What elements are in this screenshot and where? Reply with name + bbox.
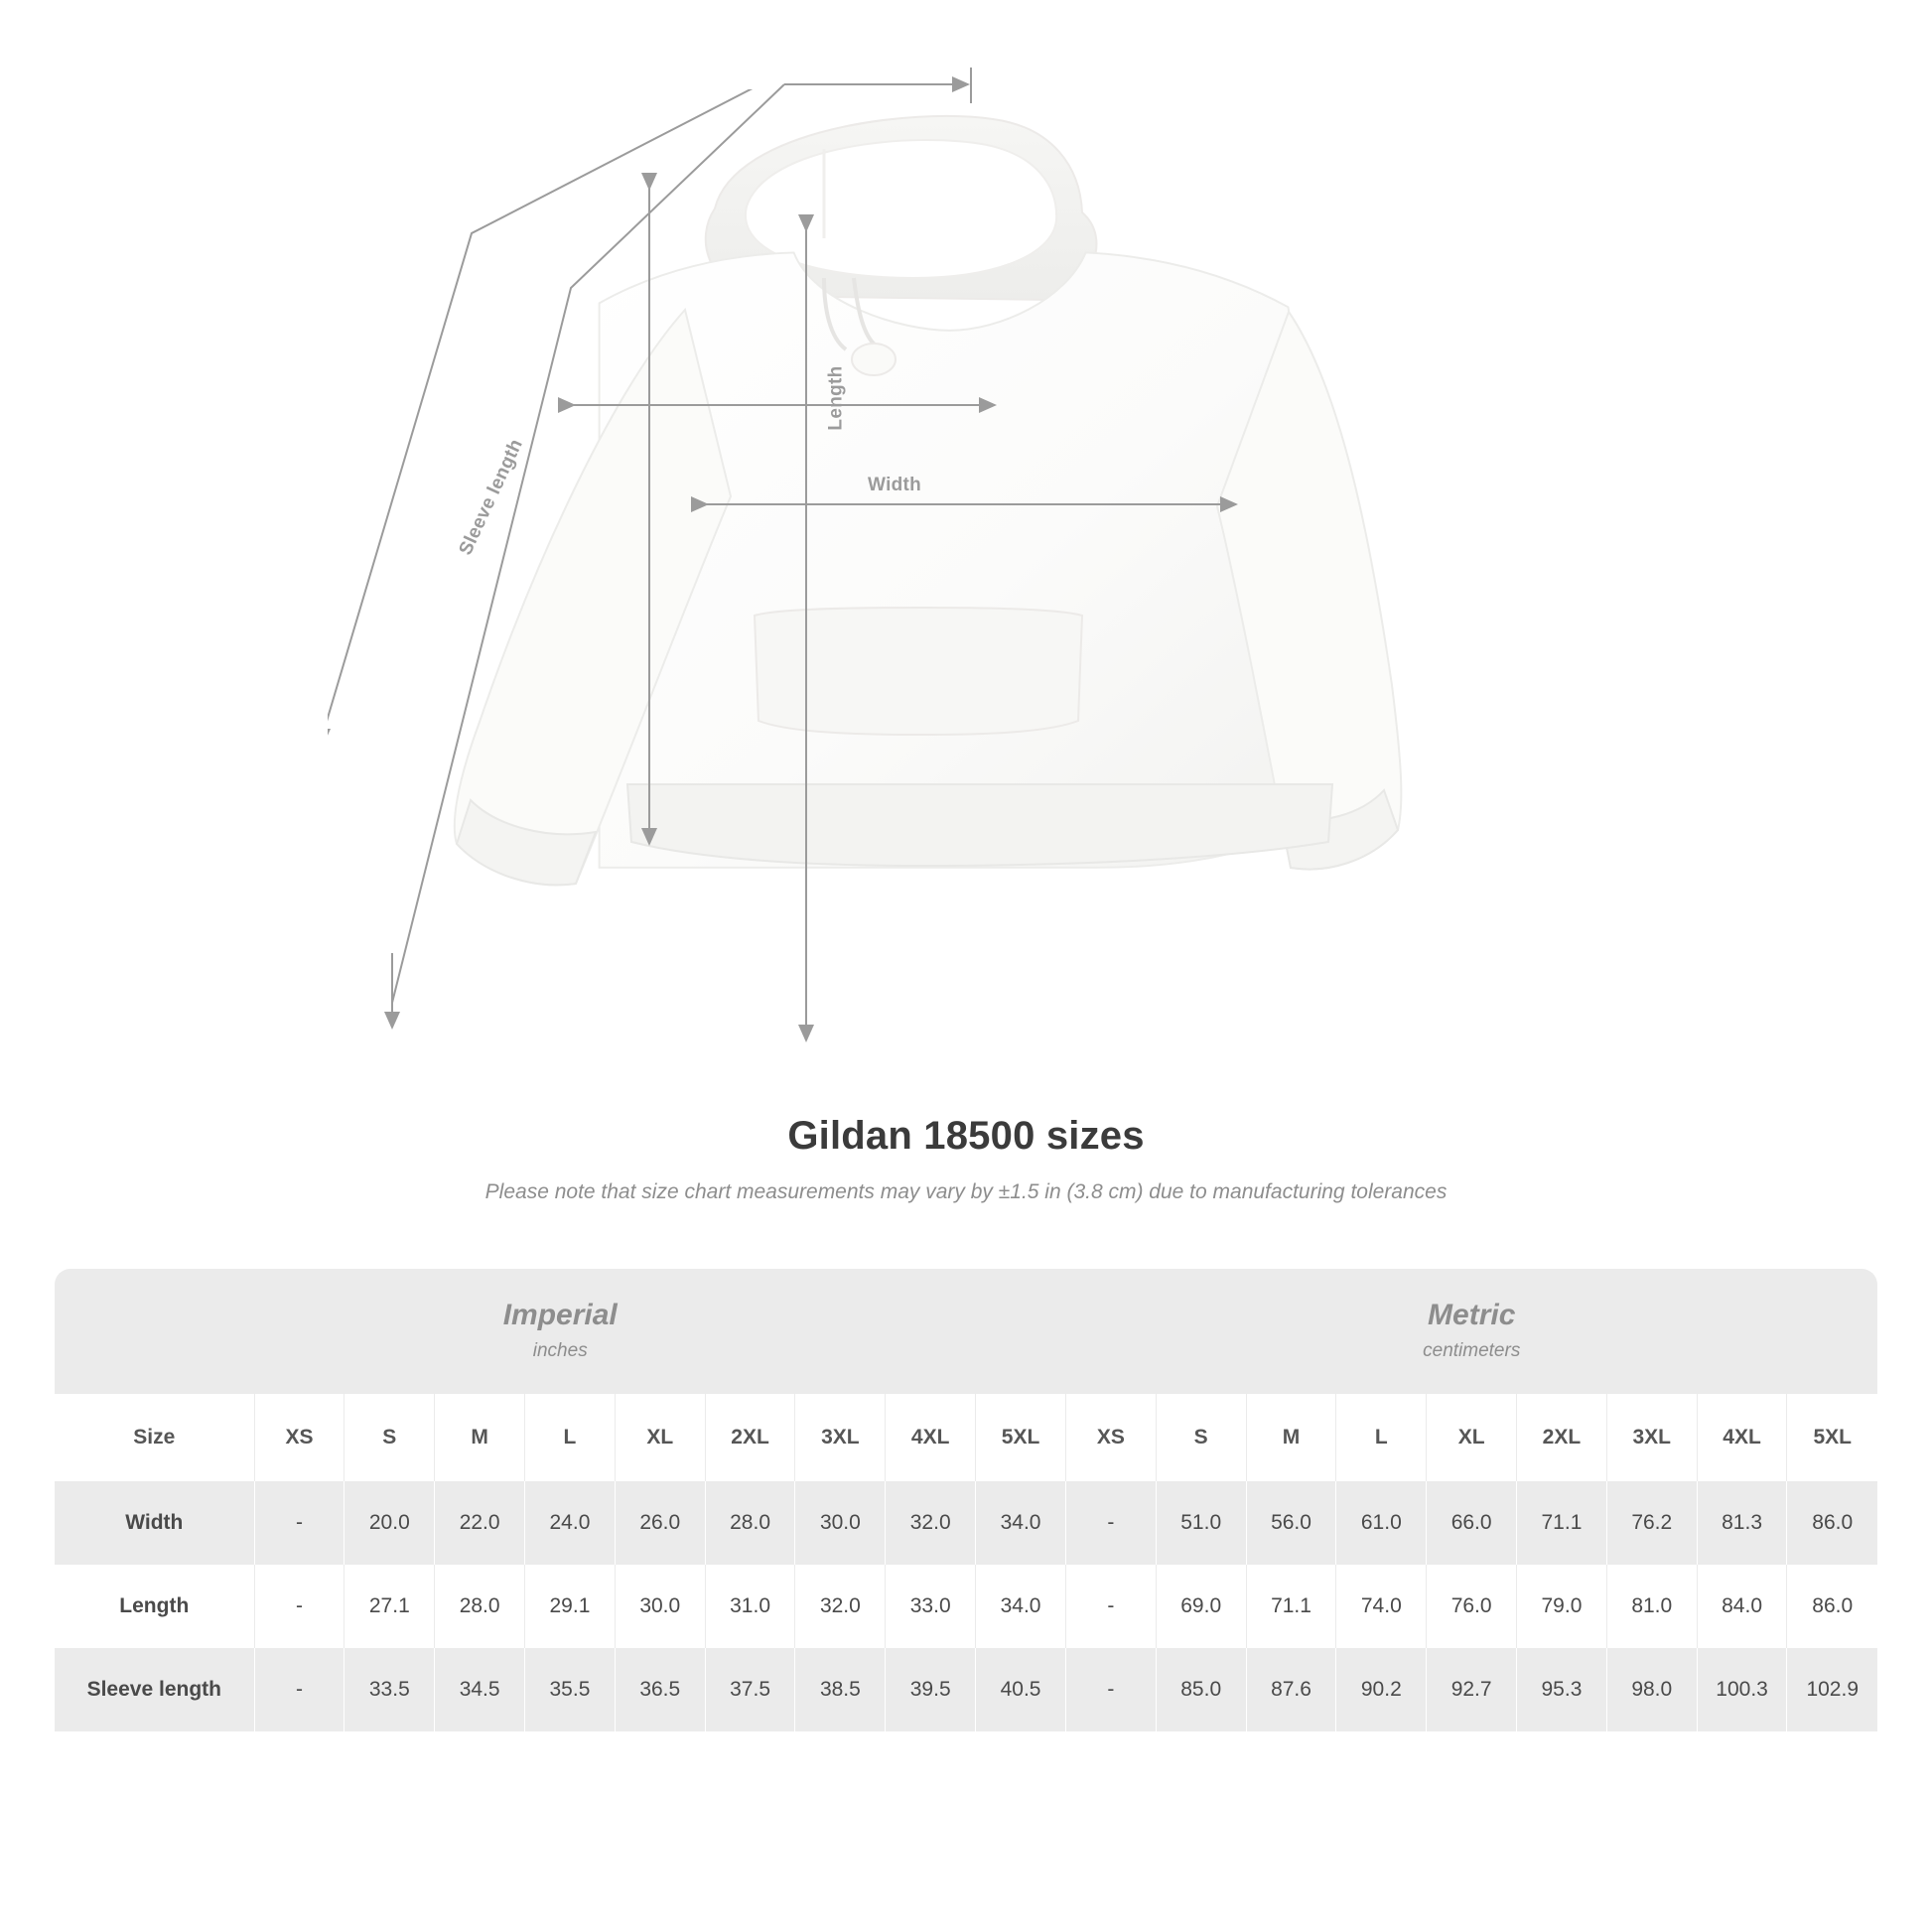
cell-width-metric-xs: -: [1065, 1481, 1156, 1565]
units-row: [55, 1269, 1877, 1394]
header-imperial-xs: XS: [254, 1394, 345, 1481]
header-imperial-l: L: [525, 1394, 616, 1481]
header-metric-s: S: [1156, 1394, 1246, 1481]
cell-length-imperial-3xl: 32.0: [795, 1565, 886, 1648]
label-sleeve-length: Sleeve length: [455, 436, 527, 559]
cell-sleeve-imperial-xs: -: [254, 1648, 345, 1731]
label-width: Width: [868, 475, 922, 495]
header-imperial-5xl: 5XL: [976, 1394, 1066, 1481]
cell-sleeve-imperial-xl: 36.5: [615, 1648, 705, 1731]
hoodie-image: [328, 89, 1479, 1062]
cell-length-imperial-xl: 30.0: [615, 1565, 705, 1648]
cell-width-metric-3xl: 76.2: [1606, 1481, 1697, 1565]
header-metric-l: L: [1336, 1394, 1427, 1481]
cell-sleeve-metric-m: 87.6: [1246, 1648, 1336, 1731]
sleeve-guide: [328, 89, 1479, 1062]
cell-length-metric-xl: 76.0: [1427, 1565, 1517, 1648]
cell-width-imperial-4xl: 32.0: [886, 1481, 976, 1565]
cell-width-imperial-5xl: 34.0: [976, 1481, 1066, 1565]
header-imperial-xl: XL: [615, 1394, 705, 1481]
size-table-wrapper: [55, 1269, 1877, 1731]
cell-sleeve-metric-4xl: 100.3: [1697, 1648, 1787, 1731]
metric-unit-cell: [1065, 1269, 1877, 1394]
table-row: [55, 1481, 1877, 1565]
imperial-sub: inches: [532, 1340, 588, 1361]
row-label-length: Length: [119, 1594, 190, 1617]
table-row: [55, 1565, 1877, 1648]
cell-width-imperial-3xl: 30.0: [795, 1481, 886, 1565]
cell-width-imperial-2xl: 28.0: [705, 1481, 795, 1565]
header-metric-3xl: 3XL: [1606, 1394, 1697, 1481]
cell-sleeve-imperial-s: 33.5: [345, 1648, 435, 1731]
cell-length-imperial-xs: -: [254, 1565, 345, 1648]
cell-width-metric-l: 61.0: [1336, 1481, 1427, 1565]
header-imperial-4xl: 4XL: [886, 1394, 976, 1481]
cell-length-metric-3xl: 81.0: [1606, 1565, 1697, 1648]
table-header-row: [55, 1394, 1877, 1481]
header-imperial-2xl: 2XL: [705, 1394, 795, 1481]
cell-length-metric-s: 69.0: [1156, 1565, 1246, 1648]
cell-length-imperial-2xl: 31.0: [705, 1565, 795, 1648]
cell-sleeve-metric-3xl: 98.0: [1606, 1648, 1697, 1731]
cell-sleeve-imperial-2xl: 37.5: [705, 1648, 795, 1731]
header-metric-xl: XL: [1427, 1394, 1517, 1481]
header-imperial-s: S: [345, 1394, 435, 1481]
page-title: Gildan 18500 sizes: [787, 1114, 1145, 1158]
cell-sleeve-imperial-4xl: 39.5: [886, 1648, 976, 1731]
cell-length-metric-4xl: 84.0: [1697, 1565, 1787, 1648]
imperial-unit-cell: [55, 1269, 1065, 1394]
title-block: [0, 1114, 1932, 1204]
cell-width-imperial-xs: -: [254, 1481, 345, 1565]
row-label-width: Width: [55, 1481, 254, 1565]
header-size: Size: [55, 1394, 254, 1481]
header-imperial-3xl: 3XL: [795, 1394, 886, 1481]
cell-length-imperial-m: 28.0: [435, 1565, 525, 1648]
cell-width-imperial-s: 20.0: [345, 1481, 435, 1565]
cell-width-metric-s: 51.0: [1156, 1481, 1246, 1565]
cell-length-metric-l: 74.0: [1336, 1565, 1427, 1648]
header-metric-2xl: 2XL: [1517, 1394, 1607, 1481]
header-metric-xs: XS: [1065, 1394, 1156, 1481]
cell-width-metric-xl: 66.0: [1427, 1481, 1517, 1565]
cell-length-metric-5xl: 86.0: [1787, 1565, 1877, 1648]
table-row: [55, 1648, 1877, 1731]
cell-sleeve-imperial-l: 35.5: [525, 1648, 616, 1731]
cell-sleeve-imperial-3xl: 38.5: [795, 1648, 886, 1731]
cell-width-imperial-l: 24.0: [525, 1481, 616, 1565]
label-length: Length: [825, 365, 847, 431]
cell-sleeve-metric-5xl: 102.9: [1787, 1648, 1877, 1731]
header-metric-4xl: 4XL: [1697, 1394, 1787, 1481]
metric-label: Metric: [1428, 1299, 1516, 1331]
cell-sleeve-metric-2xl: 95.3: [1517, 1648, 1607, 1731]
cell-length-imperial-4xl: 33.0: [886, 1565, 976, 1648]
cell-length-metric-2xl: 79.0: [1517, 1565, 1607, 1648]
cell-width-imperial-m: 22.0: [435, 1481, 525, 1565]
imperial-label: Imperial: [502, 1299, 618, 1331]
cell-sleeve-metric-s: 85.0: [1156, 1648, 1246, 1731]
tolerance-note: Please note that size chart measurements may vary by ±1.5 in (3.8 cm) due to manufacturing tolerances: [484, 1180, 1448, 1203]
cell-sleeve-imperial-5xl: 40.5: [976, 1648, 1066, 1731]
cell-sleeve-imperial-m: 34.5: [435, 1648, 525, 1731]
row-label-sleeve-length: Sleeve length: [55, 1648, 254, 1731]
cell-sleeve-metric-l: 90.2: [1336, 1648, 1427, 1731]
cell-length-metric-xs: -: [1065, 1565, 1156, 1648]
size-table: [55, 1269, 1877, 1731]
cell-length-metric-m: 71.1: [1246, 1565, 1336, 1648]
metric-sub: centimeters: [1423, 1340, 1521, 1361]
header-metric-m: M: [1246, 1394, 1336, 1481]
cell-sleeve-metric-xs: -: [1065, 1648, 1156, 1731]
cell-length-imperial-5xl: 34.0: [976, 1565, 1066, 1648]
cell-sleeve-metric-xl: 92.7: [1427, 1648, 1517, 1731]
cell-width-metric-m: 56.0: [1246, 1481, 1336, 1565]
cell-length-imperial-s: 27.1: [345, 1565, 435, 1648]
header-metric-5xl: 5XL: [1787, 1394, 1877, 1481]
cell-width-imperial-xl: 26.0: [615, 1481, 705, 1565]
cell-width-metric-5xl: 86.0: [1787, 1481, 1877, 1565]
cell-width-metric-4xl: 81.3: [1697, 1481, 1787, 1565]
cell-width-metric-2xl: 71.1: [1517, 1481, 1607, 1565]
header-imperial-m: M: [435, 1394, 525, 1481]
cell-length-imperial-l: 29.1: [525, 1565, 616, 1648]
